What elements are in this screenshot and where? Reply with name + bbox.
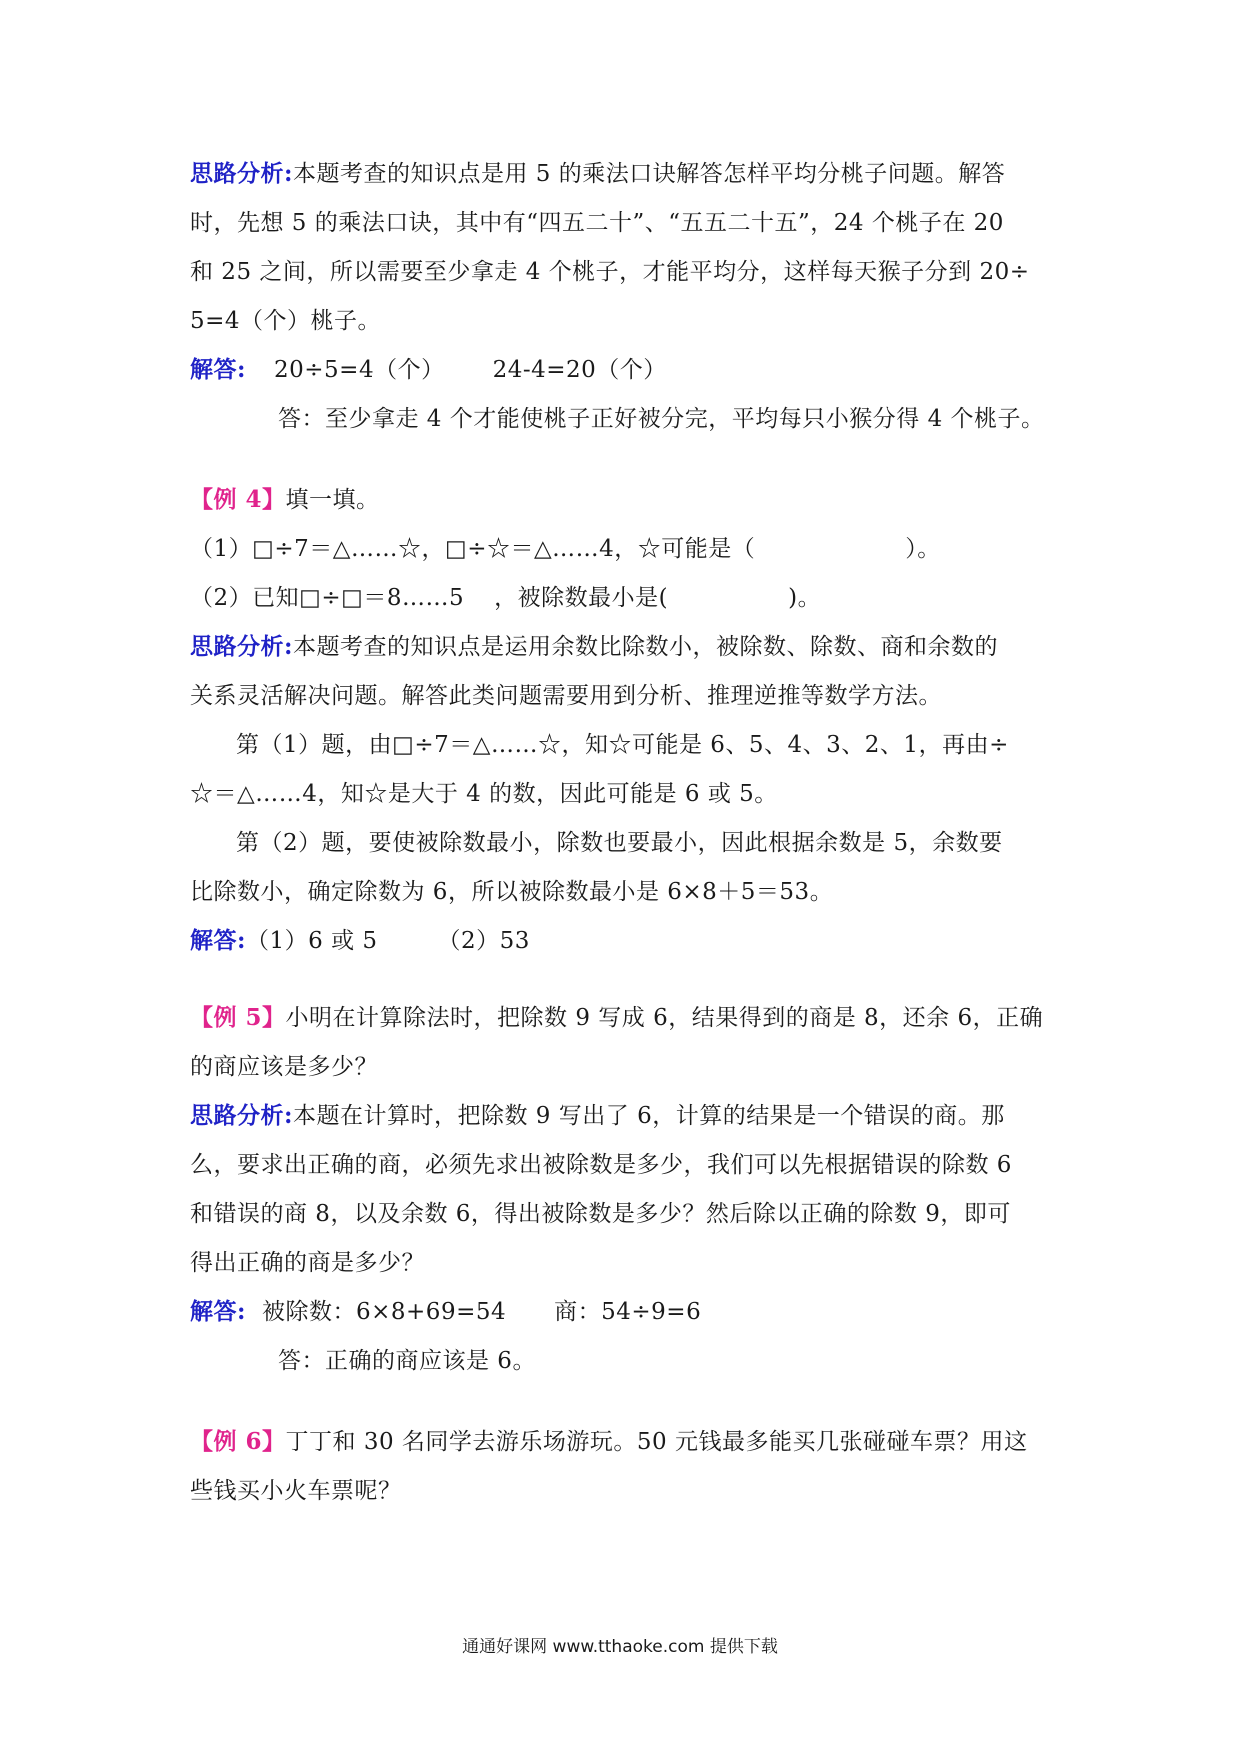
text-line: 比除数小，确定除数为 6，所以被除数最小是 6×8＋5＝53。: [190, 879, 834, 905]
text: 本题在计算时，把除数 9 写出了 6，计算的结果是一个错误的商。那: [293, 1103, 1005, 1129]
example-label: 【例 6】: [190, 1428, 286, 1455]
text-line: 得出正确的商是多少？: [190, 1250, 425, 1276]
equation: 24-4=20（个）: [492, 357, 667, 383]
answer-line-1: [190, 354, 1060, 386]
answer-label: 解答:: [190, 1298, 246, 1325]
question-2: [190, 582, 1060, 614]
example-6-title: [190, 1426, 1060, 1458]
equation: 被除数：6×8+69=54: [262, 1299, 507, 1325]
answer-sentence: 答：正确的商应该是 6。: [278, 1348, 536, 1374]
text-line: 和错误的商 8，以及余数 6，得出被除数是多少？然后除以正确的除数 9，即可: [190, 1201, 1011, 1227]
analysis-paragraph-1: [190, 158, 1060, 190]
equation: 商：54÷9=6: [554, 1299, 702, 1325]
text: （1）6 或 5: [246, 928, 378, 954]
text: 小明在计算除法时，把除数 9 写成 6，结果得到的商是 8，还余 6，正确: [285, 1005, 1044, 1031]
answer-sentence: 答：至少拿走 4 个才能使桃子正好被分完，平均每只小猴分得 4 个桃子。: [278, 406, 1045, 432]
text-line: 些钱买小火车票呢？: [190, 1478, 402, 1504]
text-line: 么，要求出正确的商，必须先求出被除数是多少，我们可以先根据错误的除数 6: [190, 1152, 1012, 1178]
question-1: [190, 533, 1060, 565]
text-line: 和 25 之间，所以需要至少拿走 4 个桃子，才能平均分，这样每天猴子分到 20÷: [190, 259, 1030, 285]
analysis-paragraph-3: [190, 1100, 1060, 1132]
text: （2）53: [437, 928, 530, 954]
example-label: 【例 4】: [190, 486, 286, 513]
page-footer: 通通好课网 www.tthaoke.com 提供下载: [462, 1637, 778, 1657]
text-line: 第（2）题，要使被除数最小，除数也要最小，因此根据余数是 5，余数要: [236, 830, 1003, 856]
analysis-label: 思路分析:: [190, 160, 293, 187]
text: （2）已知□÷□＝8……5: [190, 585, 465, 611]
example-label: 【例 5】: [190, 1004, 286, 1031]
analysis-label: 思路分析:: [190, 633, 293, 660]
example-5-title: [190, 1002, 1060, 1034]
text: 本题考查的知识点是用 5 的乘法口诀解答怎样平均分桃子问题。解答: [293, 161, 1006, 187]
answer-label: 解答:: [190, 356, 246, 383]
answer-line-3: [190, 1296, 1060, 1328]
text-line: 的商应该是多少？: [190, 1054, 378, 1080]
text-line: 时，先想 5 的乘法口诀，其中有“四五二十”、“五五二十五”，24 个桃子在 20: [190, 210, 1004, 236]
text: ）。: [905, 536, 941, 562]
analysis-paragraph-2: [190, 631, 1060, 663]
text: 本题考查的知识点是运用余数比除数小，被除数、除数、商和余数的: [293, 634, 998, 660]
analysis-label: 思路分析:: [190, 1102, 293, 1129]
example-4-title: [190, 484, 1060, 516]
text-line: 5=4（个）桃子。: [190, 308, 382, 334]
text-line: 关系灵活解决问题。解答此类问题需要用到分析、推理逆推等数学方法。: [190, 683, 942, 709]
text: 填一填。: [285, 487, 380, 513]
answer-label: 解答:: [190, 927, 246, 954]
answer-line-2: [190, 925, 1060, 957]
text: )。: [788, 585, 822, 611]
text: 丁丁和 30 名同学去游乐场游玩。50 元钱最多能买几张碰碰车票？用这: [285, 1429, 1028, 1455]
text: （1）□÷7＝△……☆，□÷☆＝△……4，☆可能是（: [190, 536, 756, 562]
equation: 20÷5=4（个）: [274, 357, 445, 383]
text-line: 第（1）题，由□÷7＝△……☆，知☆可能是 6、5、4、3、2、1，再由÷: [236, 732, 1009, 758]
text: ，被除数最小是(: [494, 585, 669, 611]
text-line: ☆＝△……4，知☆是大于 4 的数，因此可能是 6 或 5。: [190, 781, 778, 807]
